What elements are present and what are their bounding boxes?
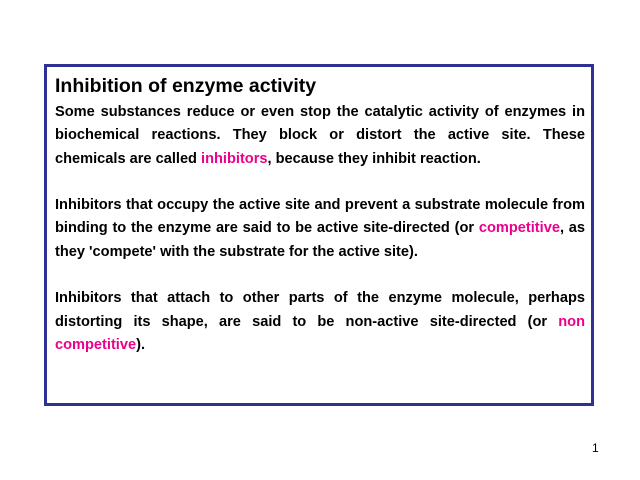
slide-title: Inhibition of enzyme activity [55,75,317,97]
paragraph-competitive [55,194,585,264]
paragraph-non-competitive [55,287,585,357]
paragraph-text: Some substances reduce or even stop the catalytic activity of enzymes in biochemical reactions. They block or distort the active site. These chemicals are called [55,104,585,167]
paragraph-inhibitors [55,101,585,171]
paragraph-text: , because they inhibit reaction. [267,150,481,167]
page-number: 1 [592,441,599,455]
highlight-term-inhibitors: inhibitors [201,150,268,167]
paragraph-text: ). [136,336,146,353]
highlight-term-competitive: competitive [478,220,560,237]
paragraph-text: Inhibitors that occupy the active site and prevent a substrate molecule from binding to the enzyme are said to be active site-directed (or [55,197,585,237]
paragraph-text: , as they 'compete' with the substrate for the active site). [55,220,586,260]
paragraph-text: Inhibitors that attach to other parts of the enzyme molecule, perhaps distorting its shape, are said to be non-active site-directed (or [55,290,585,330]
content-box [44,64,594,406]
highlight-term-non-competitive: non competitive [55,313,585,353]
